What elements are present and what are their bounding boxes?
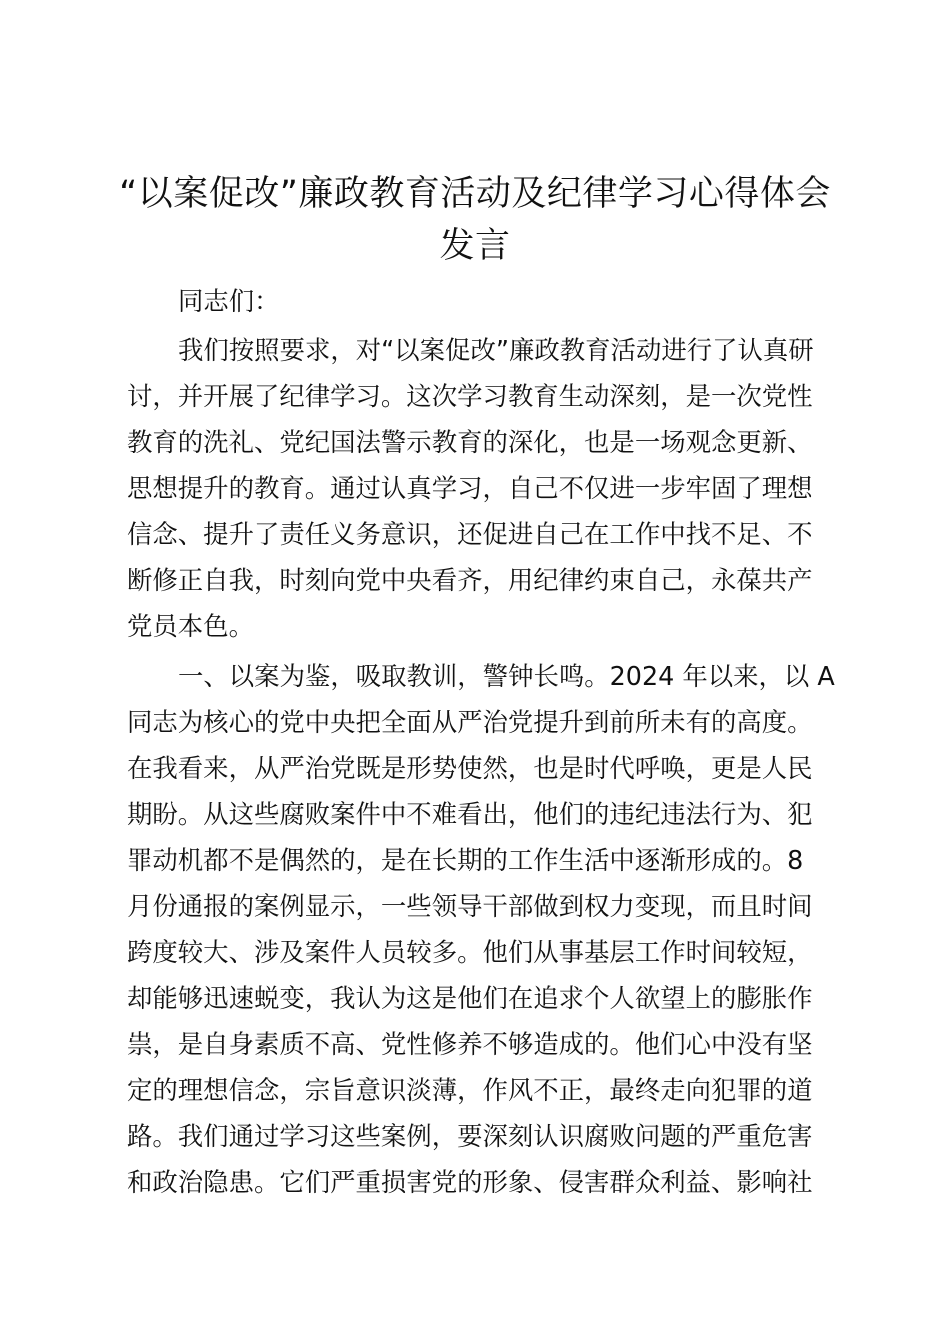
paragraph-line: 罪动机都不是偶然的，是在长期的工作生活中逐渐形成的。8 xyxy=(127,845,804,875)
paragraph-line: 断修正自我，时刻向党中央看齐，用纪律约束自己，永葆共产 xyxy=(127,565,813,595)
paragraph-line: 在我看来，从严治党既是形势使然，也是时代呼唤，更是人民 xyxy=(127,753,813,783)
title-line-1: “以案促改”廉政教育活动及纪律学习心得体会 xyxy=(119,174,831,214)
paragraph-line: 月份通报的案例显示，一些领导干部做到权力变现，而且时间 xyxy=(127,891,813,921)
paragraph-intro xyxy=(127,327,827,649)
salutation-text: 同志们： xyxy=(178,286,280,316)
salutation xyxy=(127,278,827,324)
paragraph-line: 思想提升的教育。通过认真学习，自己不仅进一步牢固了理想 xyxy=(127,473,813,503)
paragraph-line: 祟，是自身素质不高、党性修养不够造成的。他们心中没有坚 xyxy=(127,1029,813,1059)
paragraph-line: 党员本色。 xyxy=(127,611,254,641)
document-body xyxy=(127,278,835,1205)
paragraph-line: 讨，并开展了纪律学习。这次学习教育生动深刻，是一次党性 xyxy=(127,381,813,411)
paragraph-line: 路。我们通过学习这些案例，要深刻认识腐败问题的严重危害 xyxy=(127,1121,813,1151)
paragraph-line: 一、以案为鉴，吸取教训，警钟长鸣。2024 年以来，以 A xyxy=(178,661,835,691)
paragraph-line: 我们按照要求，对“以案促改”廉政教育活动进行了认真研 xyxy=(178,335,814,365)
paragraph-section-one xyxy=(127,653,835,1205)
paragraph-line: 和政治隐患。它们严重损害党的形象、侵害群众利益、影响社 xyxy=(127,1167,813,1197)
paragraph-line: 跨度较大、涉及案件人员较多。他们从事基层工作时间较短， xyxy=(127,937,813,967)
paragraph-line: 定的理想信念，宗旨意识淡薄，作风不正，最终走向犯罪的道 xyxy=(127,1075,813,1105)
paragraph-line: 却能够迅速蜕变，我认为这是他们在追求个人欲望上的膨胀作 xyxy=(127,983,813,1013)
paragraph-line: 同志为核心的党中央把全面从严治党提升到前所未有的高度。 xyxy=(127,707,813,737)
title-line-2: 发言 xyxy=(439,226,511,266)
paragraph-line: 教育的洗礼、党纪国法警示教育的深化，也是一场观念更新、 xyxy=(127,427,813,457)
document-title xyxy=(110,168,840,272)
paragraph-line: 期盼。从这些腐败案件中不难看出，他们的违纪违法行为、犯 xyxy=(127,799,813,829)
paragraph-line: 信念、提升了责任义务意识，还促进自己在工作中找不足、不 xyxy=(127,519,813,549)
